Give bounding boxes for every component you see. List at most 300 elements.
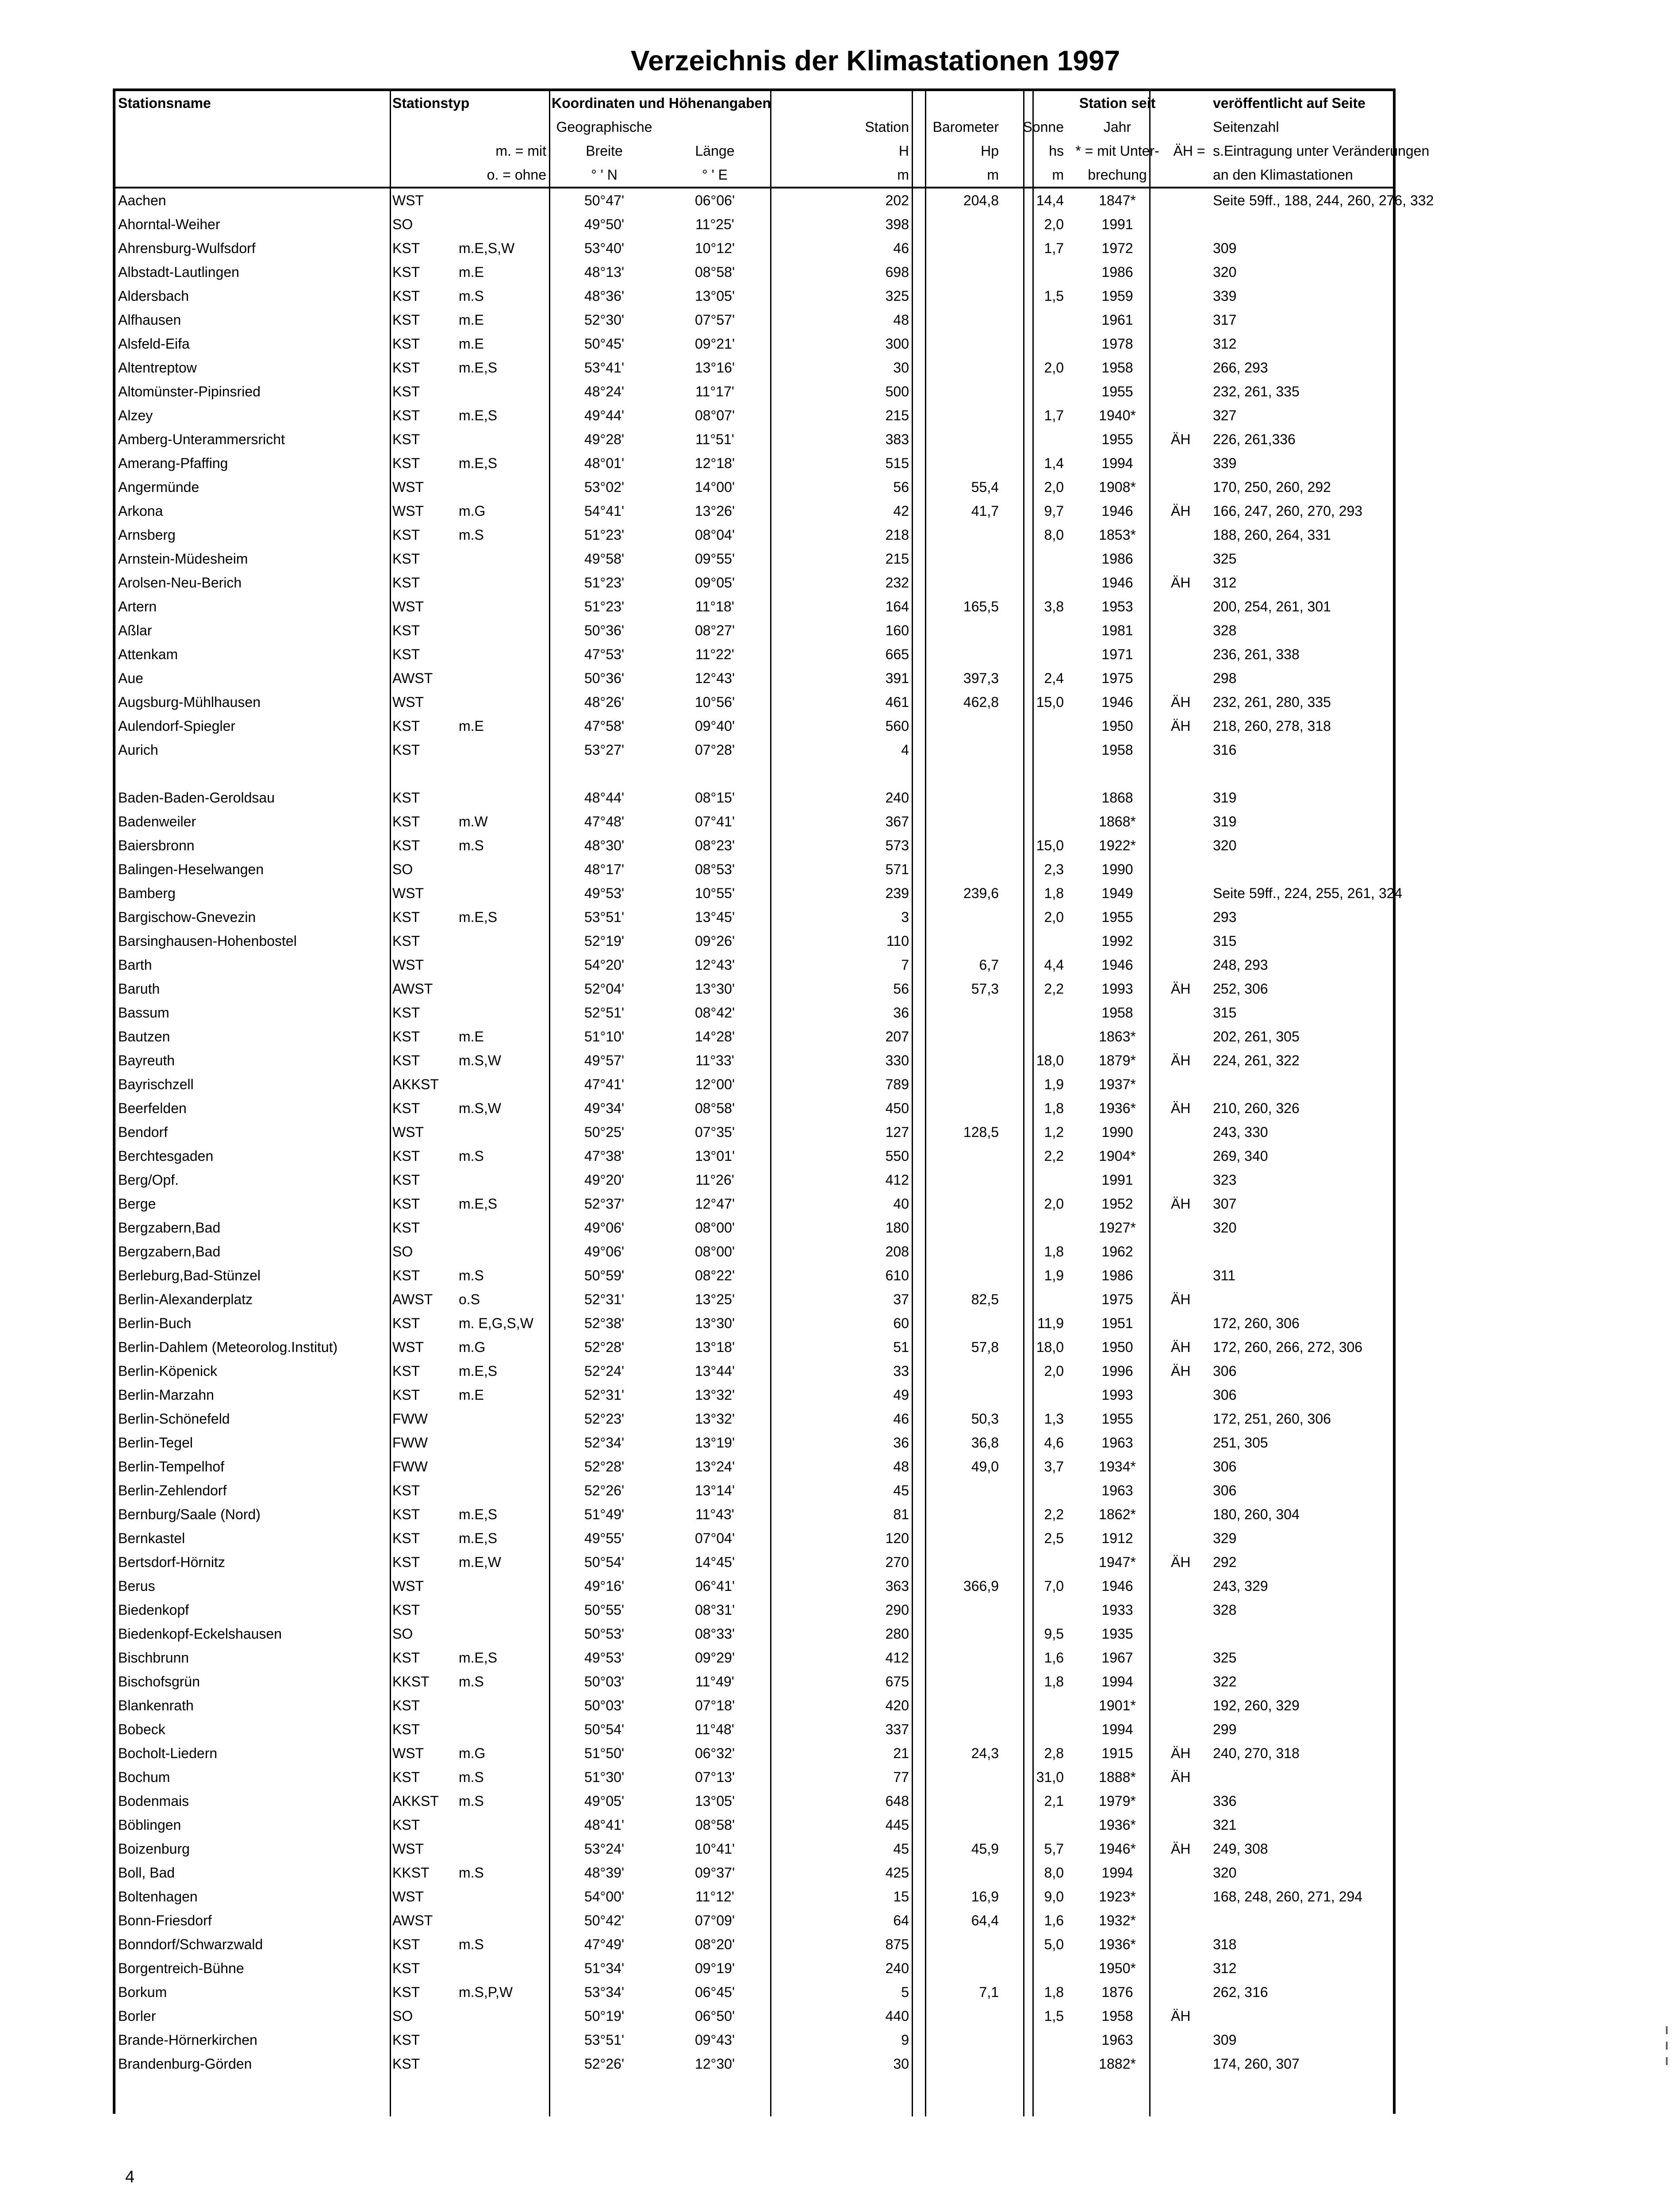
cell-published-pages: 202, 261, 305 — [1213, 1029, 1300, 1045]
cell-change-note — [1168, 1120, 1210, 1144]
cell-sun-height: 1,7 — [1044, 407, 1064, 423]
cell-published-pages: 174, 260, 307 — [1213, 2056, 1300, 2072]
cell-change-note — [1168, 1789, 1210, 1813]
cell-station-type: KST — [392, 1387, 420, 1403]
cell-latitude: 51°23' — [584, 527, 625, 543]
cell-station-type: WST — [392, 885, 424, 901]
cell-latitude: 48°30' — [584, 837, 625, 853]
cell-change-note — [1168, 762, 1210, 786]
cell-published-pages: 293 — [1213, 909, 1237, 925]
cell-station-height: 46 — [893, 240, 909, 256]
cell-published-pages: 188, 260, 264, 331 — [1213, 527, 1331, 543]
cell-station-name: Berlin-Köpenick — [118, 1363, 218, 1379]
header-cell-barometer-height: Barometer — [932, 119, 999, 135]
cell-barometer-height — [912, 786, 1001, 810]
cell-station-height: 550 — [885, 1148, 909, 1164]
cell-station-height: 51 — [893, 1339, 909, 1355]
cell-sun-height: 1,8 — [1044, 1100, 1064, 1116]
cell-barometer-height — [912, 1263, 1001, 1287]
cell-change-note — [1168, 810, 1210, 833]
cell-change-note — [1168, 1717, 1210, 1741]
cell-station-height: 120 — [885, 1530, 909, 1546]
cell-barometer-height — [912, 1694, 1001, 1717]
cell-change-note — [1168, 1216, 1210, 1240]
cell-longitude: 06°06' — [694, 192, 735, 208]
cell-barometer-height — [912, 1646, 1001, 1670]
cell-station-type: KST — [392, 431, 420, 447]
cell-latitude: 52°31' — [584, 1291, 625, 1307]
cell-station-type: SO — [392, 1626, 413, 1642]
header-cell-longitude: Länge — [695, 143, 735, 159]
cell-latitude: 52°38' — [584, 1315, 625, 1331]
cell-since-year: 1940* — [1099, 407, 1136, 423]
cell-station-name: Berlin-Buch — [118, 1315, 192, 1331]
cell-barometer-height — [912, 2052, 1001, 2076]
table-row — [115, 1932, 1393, 1956]
cell-station-type: KST — [392, 384, 420, 399]
cell-longitude: 11°22' — [695, 646, 734, 662]
cell-published-pages: 328 — [1213, 622, 1237, 638]
cell-longitude: 08°31' — [694, 1602, 735, 1618]
cell-station-type: KST — [392, 264, 420, 280]
table-row — [115, 2052, 1393, 2076]
cell-station-type: KST — [392, 575, 420, 591]
cell-station-name: Berg/Opf. — [118, 1172, 179, 1188]
cell-station-name: Aurich — [118, 742, 158, 758]
cell-change-note — [1168, 356, 1210, 380]
cell-station-type: WST — [392, 192, 424, 208]
cell-longitude: 12°18' — [694, 455, 735, 471]
cell-station-height: 64 — [893, 1912, 909, 1928]
cell-instruments — [456, 881, 549, 905]
cell-sun-height: 2,0 — [1044, 909, 1064, 925]
cell-station-type: KST — [392, 1721, 420, 1737]
cell-barometer-height — [912, 451, 1001, 475]
cell-barometer-height — [912, 2004, 1001, 2028]
cell-sun-height — [1001, 1216, 1066, 1240]
cell-published-pages: 320 — [1213, 264, 1237, 280]
header-cell-instruments: o. = ohne — [456, 163, 549, 188]
cell-change-note — [1168, 1598, 1210, 1622]
cell-sun-height: 18,0 — [1036, 1052, 1064, 1068]
cell-since-year: 1868* — [1099, 814, 1136, 830]
cell-longitude: 08°00' — [694, 1220, 735, 1236]
cell-station-name: Ahorntal-Weiher — [118, 216, 220, 232]
cell-station-height: 56 — [893, 981, 909, 997]
cell-instruments — [456, 1909, 549, 1932]
cell-change-note — [1168, 1932, 1210, 1956]
cell-sun-height: 1,8 — [1044, 885, 1064, 901]
cell-sun-height — [1001, 1813, 1066, 1837]
cell-station-name: Bendorf — [118, 1124, 168, 1140]
cell-published-pages: 323 — [1213, 1172, 1237, 1188]
cell-published-pages — [1210, 762, 1393, 786]
cell-longitude: 13°24' — [694, 1459, 735, 1475]
cell-change-note: ÄH — [1171, 1052, 1191, 1068]
cell-since-year: 1990 — [1101, 861, 1133, 877]
table-row — [115, 929, 1393, 953]
page-number: 4 — [125, 2168, 135, 2186]
cell-since-year: 1958 — [1101, 360, 1133, 376]
cell-published-pages: 251, 305 — [1213, 1435, 1268, 1451]
cell-published-pages: 168, 248, 260, 271, 294 — [1213, 1889, 1363, 1905]
cell-longitude: 14°00' — [694, 479, 735, 495]
cell-instruments — [456, 1885, 549, 1909]
header-cell-station-height: Station — [865, 119, 909, 135]
cell-longitude: 08°53' — [694, 861, 735, 877]
cell-change-note: ÄH — [1171, 503, 1191, 519]
cell-sun-height: 2,0 — [1044, 216, 1064, 232]
cell-latitude: 49°28' — [584, 431, 625, 447]
cell-instruments: m.S — [459, 1865, 484, 1881]
cell-station-type: KST — [392, 1005, 420, 1021]
header-cell-instruments — [456, 91, 549, 115]
cell-instruments: m. E,G,S,W — [459, 1315, 533, 1331]
cell-instruments: m.S — [459, 1148, 484, 1164]
header-cell-published-pages: Seitenzahl — [1213, 119, 1279, 135]
cell-sun-height — [1001, 332, 1066, 356]
table-row — [115, 499, 1393, 523]
edge-mark — [1666, 2042, 1668, 2050]
table-row — [115, 953, 1393, 977]
cell-station-name: Bassum — [118, 1005, 169, 1021]
cell-instruments — [456, 427, 549, 451]
cell-published-pages — [1210, 857, 1393, 881]
cell-sun-height: 1,6 — [1044, 1650, 1064, 1666]
cell-change-note — [1168, 475, 1210, 499]
cell-change-note: ÄH — [1171, 1554, 1191, 1570]
cell-barometer-height — [912, 762, 1001, 786]
cell-latitude: 52°28' — [584, 1459, 625, 1475]
cell-latitude: 53°51' — [584, 909, 625, 925]
cell-change-note: ÄH — [1171, 1745, 1191, 1761]
cell-station-type: WST — [392, 503, 424, 519]
cell-change-note — [1168, 1526, 1210, 1550]
cell-station-name: Ahrensburg-Wulfsdorf — [118, 240, 256, 256]
cell-instruments — [456, 977, 549, 1001]
cell-change-note: ÄH — [1171, 1100, 1191, 1116]
cell-latitude: 54°20' — [584, 957, 625, 973]
cell-longitude: 09°40' — [694, 718, 735, 734]
cell-since-year: 1975 — [1101, 1291, 1133, 1307]
page-title: Verzeichnis der Klimastationen 1997 — [630, 45, 1120, 77]
header-cell-sun-height: m — [1001, 163, 1066, 188]
cell-instruments: m.S,W — [459, 1100, 501, 1116]
cell-station-height: 215 — [885, 551, 909, 567]
cell-station-height: 239 — [885, 885, 909, 901]
cell-change-note — [1168, 1025, 1210, 1048]
cell-sun-height — [1001, 380, 1066, 403]
cell-instruments — [456, 1837, 549, 1861]
cell-station-name: Altomünster-Pipinsried — [118, 384, 261, 399]
cell-change-note — [1168, 2052, 1210, 2076]
table-row — [115, 1144, 1393, 1168]
header-cell-longitude: ° ' E — [660, 163, 770, 188]
table-row — [115, 618, 1393, 642]
cell-station-height: 240 — [885, 790, 909, 806]
cell-instruments: m.E — [459, 312, 484, 328]
cell-station-name: Boizenburg — [118, 1841, 190, 1857]
cell-barometer-height: 165,5 — [963, 599, 999, 614]
cell-published-pages: 320 — [1213, 1865, 1237, 1881]
cell-since-year: 1994 — [1101, 455, 1133, 471]
cell-instruments: m.E,S — [459, 1530, 498, 1546]
cell-since-year: 1888* — [1099, 1769, 1136, 1785]
cell-instruments — [456, 2004, 549, 2028]
cell-change-note: ÄH — [1171, 575, 1191, 591]
cell-station-height: 445 — [885, 1817, 909, 1833]
cell-instruments: m.E — [459, 1029, 484, 1045]
cell-station-height: 207 — [885, 1029, 909, 1045]
cell-instruments — [456, 1407, 549, 1431]
cell-change-note — [1168, 1431, 1210, 1455]
cell-sun-height: 11,9 — [1037, 1315, 1064, 1331]
cell-longitude: 11°48' — [695, 1721, 734, 1737]
cell-since-year: 1994 — [1101, 1721, 1133, 1737]
cell-station-height: 30 — [893, 360, 909, 376]
cell-station-height: 280 — [885, 1626, 909, 1642]
cell-published-pages: 320 — [1213, 1220, 1237, 1236]
cell-longitude: 07°09' — [694, 1912, 735, 1928]
cell-change-note — [1168, 642, 1210, 666]
cell-instruments — [456, 547, 549, 571]
cell-barometer-height: 57,8 — [971, 1339, 999, 1355]
cell-station-height: 270 — [885, 1554, 909, 1570]
cell-latitude: 51°30' — [584, 1769, 625, 1785]
table-row — [115, 2004, 1393, 2028]
cell-station-name: Arolsen-Neu-Berich — [118, 575, 242, 591]
cell-latitude: 53°24' — [584, 1841, 625, 1857]
cell-station-type: WST — [392, 599, 424, 614]
cell-latitude: 50°36' — [584, 622, 625, 638]
cell-barometer-height — [912, 1001, 1001, 1025]
header-cell-barometer-height — [912, 91, 1001, 115]
cell-station-name: Brandenburg-Görden — [118, 2056, 252, 2072]
cell-latitude: 53°02' — [584, 479, 625, 495]
cell-published-pages: 172, 260, 266, 272, 306 — [1213, 1339, 1363, 1355]
cell-station-name: Amerang-Pfaffing — [118, 455, 228, 471]
cell-barometer-height — [912, 1168, 1001, 1192]
cell-latitude: 49°53' — [584, 885, 625, 901]
cell-sun-height: 8,0 — [1044, 1865, 1064, 1881]
cell-station-type: FWW — [392, 1411, 428, 1427]
table-row — [115, 260, 1393, 284]
cell-latitude: 50°45' — [584, 336, 625, 352]
cell-station-height: 412 — [885, 1172, 909, 1188]
cell-station-type: KST — [392, 1650, 420, 1666]
cell-station-name: Böblingen — [118, 1817, 181, 1833]
cell-latitude: 49°06' — [584, 1220, 625, 1236]
table-row — [115, 188, 1393, 212]
table-row — [115, 1980, 1393, 2004]
cell-latitude: 47°41' — [584, 1076, 625, 1092]
table-row — [115, 977, 1393, 1001]
cell-longitude: 08°27' — [694, 622, 735, 638]
cell-barometer-height — [912, 1096, 1001, 1120]
cell-station-height: 420 — [885, 1697, 909, 1713]
cell-sun-height — [1001, 308, 1066, 332]
cell-latitude: 49°16' — [584, 1578, 625, 1594]
cell-station-type: KST — [392, 360, 420, 376]
cell-latitude: 48°36' — [584, 288, 625, 304]
cell-station-type: WST — [392, 957, 424, 973]
cell-instruments: m.E,S — [459, 909, 498, 925]
cell-instruments — [456, 571, 549, 595]
cell-since-year: 1994 — [1101, 1674, 1133, 1690]
header-cell-station-height: H — [898, 143, 909, 159]
cell-station-name: Berus — [118, 1578, 155, 1594]
cell-instruments — [456, 188, 549, 212]
cell-published-pages: 318 — [1213, 1936, 1237, 1952]
cell-latitude: 49°58' — [584, 551, 625, 567]
cell-station-height: 40 — [893, 1196, 909, 1212]
cell-sun-height — [1001, 738, 1066, 762]
cell-change-note — [1168, 1001, 1210, 1025]
cell-latitude: 52°26' — [584, 2056, 625, 2072]
cell-instruments: m.G — [459, 1339, 486, 1355]
table-row — [115, 308, 1393, 332]
cell-station-name: Bodenmais — [118, 1793, 189, 1809]
cell-since-year: 1986 — [1101, 1267, 1133, 1283]
cell-latitude: 50°25' — [584, 1124, 625, 1140]
header-cell-published-pages: an den Klimastationen — [1210, 163, 1393, 188]
cell-change-note — [1168, 1311, 1210, 1335]
cell-instruments — [456, 642, 549, 666]
cell-barometer-height: 49,0 — [971, 1459, 999, 1475]
table-row — [115, 1765, 1393, 1789]
cell-sun-height — [1001, 1598, 1066, 1622]
cell-barometer-height — [912, 403, 1001, 427]
cell-latitude: 48°13' — [584, 264, 625, 280]
cell-station-name: Berlin-Schönefeld — [118, 1411, 230, 1427]
cell-instruments — [456, 1072, 549, 1096]
cell-instruments: m.S,P,W — [459, 1984, 513, 2000]
cell-since-year: 1963 — [1101, 2032, 1133, 2048]
cell-instruments: m.E,S — [459, 360, 498, 376]
header-cell-change-note — [1168, 115, 1210, 139]
edge-mark — [1666, 2026, 1668, 2034]
cell-longitude: 09°29' — [694, 1650, 735, 1666]
cell-station-name: Boltenhagen — [118, 1889, 198, 1905]
cell-instruments: m.S,W — [459, 1052, 501, 1068]
cell-published-pages: 269, 340 — [1213, 1148, 1268, 1164]
cell-barometer-height — [912, 571, 1001, 595]
cell-station-type: KST — [392, 1602, 420, 1618]
cell-since-year: 1904* — [1099, 1148, 1136, 1164]
cell-since-year: 1996 — [1101, 1363, 1133, 1379]
cell-barometer-height: 462,8 — [963, 694, 999, 710]
cell-change-note — [1168, 284, 1210, 308]
cell-station-height: 36 — [893, 1435, 909, 1451]
cell-instruments: m.S — [459, 1936, 484, 1952]
cell-latitude: 47°58' — [584, 718, 625, 734]
cell-instruments: m.E — [459, 718, 484, 734]
cell-since-year: 1923* — [1099, 1889, 1136, 1905]
header-cell-since-year: brechung — [1066, 163, 1168, 188]
cell-sun-height: 1,9 — [1044, 1076, 1064, 1092]
cell-longitude: 11°33' — [695, 1052, 734, 1068]
header-cell-longitude — [660, 115, 770, 139]
cell-station-type: KST — [392, 1172, 420, 1188]
table-row — [115, 1479, 1393, 1502]
cell-sun-height: 1,9 — [1044, 1267, 1064, 1283]
cell-instruments: m.E,S — [459, 455, 498, 471]
cell-station-height: 675 — [885, 1674, 909, 1690]
cell-change-note — [1168, 1694, 1210, 1717]
table-row — [115, 1670, 1393, 1694]
cell-instruments — [456, 929, 549, 953]
cell-station-type: WST — [392, 1889, 424, 1905]
cell-longitude: 11°18' — [695, 599, 734, 614]
table-row — [115, 1574, 1393, 1598]
cell-latitude: 52°37' — [584, 1196, 625, 1212]
cell-instruments: m.S — [459, 288, 484, 304]
cell-sun-height: 2,3 — [1044, 861, 1064, 877]
cell-barometer-height — [912, 905, 1001, 929]
cell-instruments — [456, 1120, 549, 1144]
cell-barometer-height — [912, 284, 1001, 308]
cell-instruments: m.G — [459, 503, 486, 519]
cell-barometer-height: 82,5 — [971, 1291, 999, 1307]
cell-barometer-height — [912, 1598, 1001, 1622]
cell-station-height: 208 — [885, 1244, 909, 1260]
cell-since-year: 1863* — [1099, 1029, 1136, 1045]
cell-station-type: KST — [392, 1148, 420, 1164]
cell-station-height: 412 — [885, 1650, 909, 1666]
cell-longitude: 08°22' — [694, 1267, 735, 1283]
cell-change-note — [1168, 1646, 1210, 1670]
cell-barometer-height — [912, 1956, 1001, 1980]
cell-latitude: 49°20' — [584, 1172, 625, 1188]
cell-since-year: 1853* — [1099, 527, 1136, 543]
cell-longitude: 13°16' — [694, 360, 735, 376]
cell-station-name: Baruth — [118, 981, 160, 997]
table-row — [115, 595, 1393, 618]
cell-latitude: 49°05' — [584, 1793, 625, 1809]
cell-change-note — [1168, 1263, 1210, 1287]
cell-station-type: SO — [392, 1244, 413, 1260]
cell-barometer-height — [912, 260, 1001, 284]
cell-station-name: Berlin-Tegel — [118, 1435, 193, 1451]
cell-longitude: 09°05' — [694, 575, 735, 591]
cell-latitude: 50°03' — [584, 1697, 625, 1713]
header-cell-since-year: * = mit Unter- — [1075, 143, 1159, 159]
cell-change-note: ÄH — [1171, 1363, 1191, 1379]
cell-station-type: AKKST — [392, 1793, 439, 1809]
cell-published-pages: 210, 260, 326 — [1213, 1100, 1300, 1116]
cell-latitude: 51°23' — [584, 575, 625, 591]
cell-station-height: 21 — [893, 1745, 909, 1761]
cell-published-pages: 306 — [1213, 1482, 1237, 1498]
cell-latitude — [549, 762, 660, 786]
cell-since-year: 1986 — [1101, 264, 1133, 280]
cell-station-name: Berleburg,Bad-Stünzel — [118, 1267, 261, 1283]
table-row — [115, 1646, 1393, 1670]
cell-station-height: 180 — [885, 1220, 909, 1236]
cell-station-type: KST — [392, 336, 420, 352]
cell-instruments — [456, 1622, 549, 1646]
cell-change-note: ÄH — [1171, 1196, 1191, 1212]
cell-change-note: ÄH — [1171, 694, 1191, 710]
cell-station-name: Aue — [118, 670, 143, 686]
cell-since-year: 1986 — [1101, 551, 1133, 567]
cell-station-name: Bargischow-Gnevezin — [118, 909, 256, 925]
cell-longitude: 09°21' — [694, 336, 735, 352]
cell-station-height: 789 — [885, 1076, 909, 1092]
cell-since-year: 1879* — [1099, 1052, 1136, 1068]
cell-instruments: m.E,S — [459, 1363, 498, 1379]
table-row — [115, 1813, 1393, 1837]
